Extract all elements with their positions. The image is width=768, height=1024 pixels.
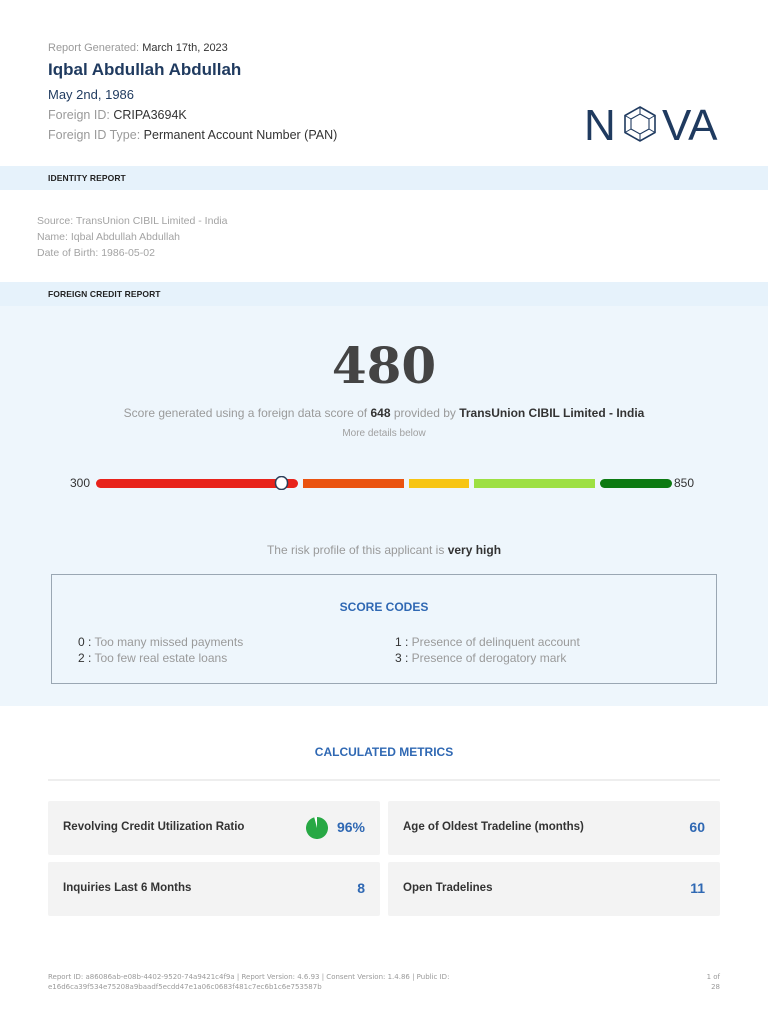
logo-letter-n: N [584, 102, 616, 146]
nova-logo-icon [625, 107, 655, 141]
credit-score: 480 [331, 336, 437, 395]
score-code-item [395, 651, 566, 665]
score-code-key: 0 : [78, 635, 92, 649]
score-provider: TransUnion CIBIL Limited - India [459, 406, 645, 420]
foreign-data-score: 648 [370, 406, 391, 420]
report-footer: Report ID: a86086ab-e08b-4402-9520-74a9421c4f9a | Report Version: 4.6.93 | Consent Version: 1.4.86 | Public ID: e16d6ca39f534e75208a9baadf5ecdd47e1a06c0683f481c7ec6b1c6e753587b [48, 973, 450, 991]
applicant-dob: May 2nd, 1986 [48, 87, 135, 102]
metric-card-inquiries [48, 862, 380, 916]
pie-filled-slice [306, 817, 328, 839]
score-code-key: 2 : [78, 651, 92, 665]
foreign-id [48, 108, 337, 122]
score-codes-box [51, 574, 717, 684]
score-code-item [78, 651, 227, 665]
foreign-id-label: Foreign ID: [48, 108, 110, 122]
gauge-segment [474, 479, 595, 488]
metric-value: 8 [357, 880, 365, 896]
identity-name: Name: Iqbal Abdullah Abdullah [37, 231, 181, 243]
page-number-line-2: 28 [711, 983, 720, 991]
gauge-score-marker [276, 477, 288, 490]
identity-report-title: IDENTITY REPORT [48, 173, 126, 183]
risk-profile-value: very high [447, 543, 502, 557]
metric-label: Inquiries Last 6 Months [63, 882, 192, 894]
foreign-id-type-label: Foreign ID Type: [48, 128, 141, 142]
metric-label: Revolving Credit Utilization Ratio [63, 821, 245, 833]
foreign-credit-report-title: FOREIGN CREDIT REPORT [48, 289, 161, 299]
metric-label: Age of Oldest Tradeline (months) [403, 821, 584, 833]
metric-value: 96% [336, 819, 365, 835]
foreign-credit-report-band [0, 282, 768, 306]
foreign-credit-section [0, 306, 768, 706]
risk-profile [0, 543, 768, 557]
foreign-id-value: CRIPA3694K [113, 108, 187, 122]
foreign-id-type-value: Permanent Account Number (PAN) [143, 128, 338, 142]
score-code-item [395, 635, 580, 649]
identity-report-band [0, 166, 768, 190]
gauge-segment [600, 479, 672, 488]
gauge-min-label: 300 [70, 476, 91, 490]
score-code-key: 1 : [395, 635, 409, 649]
report-generated [48, 42, 337, 54]
metrics-divider [48, 779, 720, 781]
metric-label: Open Tradelines [403, 882, 493, 894]
page-number [700, 972, 720, 992]
page-number-line-1: 1 of [706, 973, 720, 981]
score-codes-title: SCORE CODES [339, 600, 429, 614]
more-details-note: More details below [342, 428, 426, 439]
gauge-segment [303, 479, 404, 488]
applicant-name: Iqbal Abdullah Abdullah [48, 60, 242, 79]
utilization-pie-icon [305, 816, 329, 840]
risk-profile-text: The risk profile of this applicant is [266, 543, 448, 557]
metric-value: 60 [689, 819, 705, 835]
metric-value: 11 [690, 880, 705, 896]
score-description-provided-by: provided by [390, 406, 460, 420]
score-code-text: Too many missed payments [91, 635, 244, 649]
report-generated-label: Report Generated: [48, 42, 140, 54]
metric-card-utilization [48, 801, 380, 855]
metric-card-open-tradelines [388, 862, 720, 916]
metric-card-oldest-tradeline [388, 801, 720, 855]
nova-logo [584, 102, 720, 146]
foreign-id-type [48, 128, 337, 142]
score-description [0, 406, 768, 420]
identity-source: Source: TransUnion CIBIL Limited - India [37, 215, 228, 227]
score-code-text: Too few real estate loans [91, 651, 228, 665]
calculated-metrics-title: CALCULATED METRICS [314, 745, 454, 759]
gauge-segment [409, 479, 469, 488]
score-code-text: Presence of delinquent account [408, 635, 580, 649]
gauge-max-label: 850 [674, 476, 695, 490]
identity-details [37, 213, 227, 261]
score-code-item [78, 635, 243, 649]
report-generated-date: March 17th, 2023 [142, 42, 228, 54]
score-code-key: 3 : [395, 651, 409, 665]
score-code-text: Presence of derogatory mark [408, 651, 567, 665]
score-gauge [96, 476, 672, 490]
score-description-text: Score generated using a foreign data score of [123, 406, 371, 420]
logo-letters-va: VA [662, 102, 718, 146]
report-header [48, 42, 337, 142]
gauge-segment [96, 479, 298, 488]
identity-dob: Date of Birth: 1986-05-02 [37, 247, 155, 259]
